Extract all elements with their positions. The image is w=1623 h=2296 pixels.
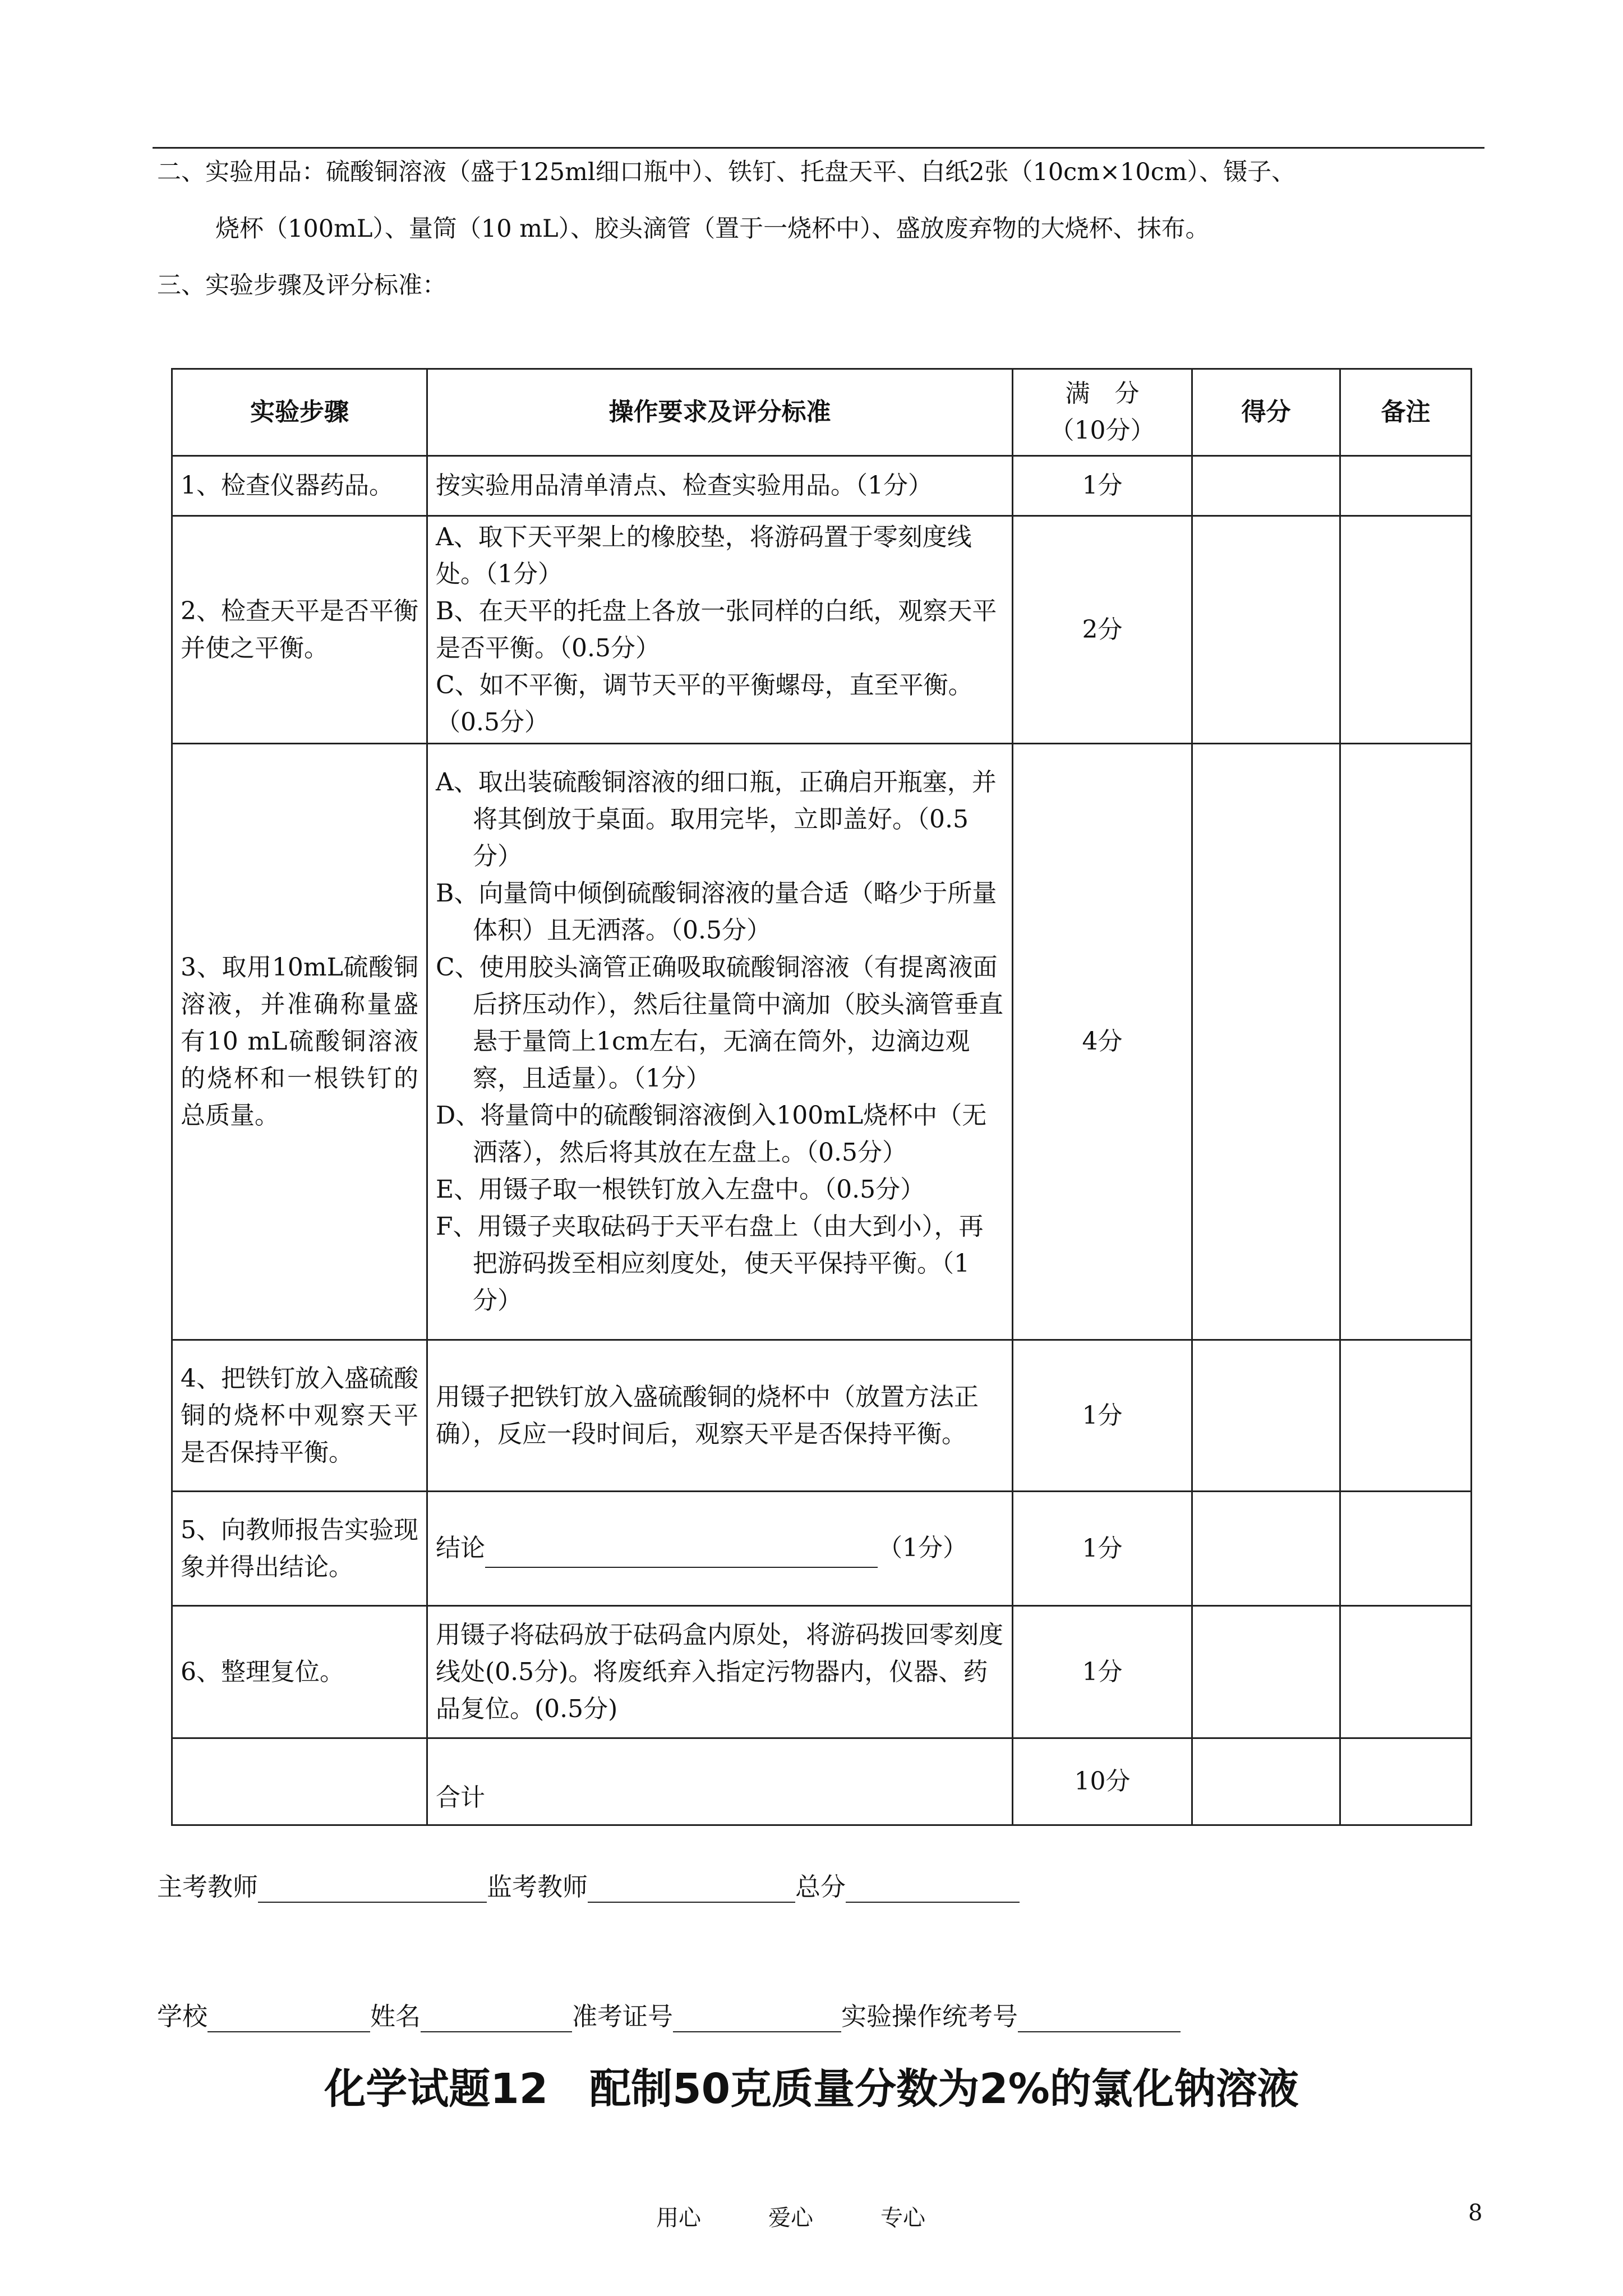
step-cell: 6、整理复位。 [172, 1606, 427, 1738]
materials-line-1: 二、实验用品：硫酸铜溶液（盛于125ml细口瓶中）、铁钉、托盘天平、白纸2张（10cm×10cm）、镊子、 [157, 158, 1296, 186]
step-cell: 2、检查天平是否平衡并使之平衡。 [172, 516, 427, 744]
total-row [172, 1738, 1472, 1825]
note-cell [1340, 744, 1472, 1340]
table-row [172, 1492, 1472, 1606]
conclusion-blank[interactable] [485, 1530, 878, 1568]
header-full-score-line2: （10分） [1049, 416, 1155, 445]
signature-line [157, 1866, 1020, 1903]
step-cell [172, 1738, 427, 1825]
requirement-item: 用镊子把铁钉放入盛硫酸铜的烧杯中（放置方法正确），反应一段时间后，观察天平是否保持平衡。 [436, 1382, 979, 1448]
full-score-cell: 1分 [1013, 1340, 1192, 1492]
steps-heading: 三、实验步骤及评分标准： [157, 272, 446, 300]
note-cell [1340, 1492, 1472, 1606]
note-cell [1340, 516, 1472, 744]
total-label: 合计 [427, 1738, 1013, 1825]
requirement-item: 用镊子将砝码放于砝码盒内原处，将游码拨回零刻度线处(0.5分)。将废纸弃入指定污物器内，仪器、药品复位。(0.5分) [436, 1620, 1003, 1723]
school-label: 学校 [157, 2001, 208, 2031]
table-row [172, 456, 1472, 516]
requirement-cell [427, 1340, 1013, 1492]
step-cell: 3、取用10mL硫酸铜溶液，并准确称量盛有10 mL硫酸铜溶液的烧杯和一根铁钉的总质量。 [172, 744, 427, 1340]
table-row [172, 1606, 1472, 1738]
table-header-row [172, 369, 1472, 456]
header-score: 得分 [1192, 369, 1340, 456]
note-cell [1340, 456, 1472, 516]
requirement-cell [427, 1606, 1013, 1738]
score-cell [1192, 1606, 1340, 1738]
footer-motto-3: 专心 [880, 2205, 925, 2231]
note-cell [1340, 1340, 1472, 1492]
materials-line-2: 烧杯（100mL）、量筒（10 mL）、胶头滴管（置于一烧杯中）、盛放废弃物的大烧杯、抹布。 [215, 215, 1210, 243]
step-cell: 5、向教师报告实验现象并得出结论。 [172, 1492, 427, 1606]
score-cell [1192, 1492, 1340, 1606]
note-cell [1340, 1606, 1472, 1738]
full-score-cell: 1分 [1013, 1606, 1192, 1738]
invigilator-blank[interactable] [588, 1872, 795, 1903]
requirement-item: B、在天平的托盘上各放一张同样的白纸，观察天平是否平衡。（0.5分） [436, 596, 997, 662]
invigilator-label: 监考教师 [487, 1872, 588, 1902]
full-score-cell: 1分 [1013, 1492, 1192, 1606]
total-full-score: 10分 [1013, 1738, 1192, 1825]
next-section-title: 化学试题12 配制50克质量分数为2%的氯化钠溶液 [324, 2065, 1299, 2113]
requirement-item: E、用镊子取一根铁钉放入左盘中。（0.5分） [436, 1175, 925, 1204]
requirement-item: A、取下天平架上的橡胶垫，将游码置于零刻度线处。（1分） [436, 522, 972, 588]
step-cell: 1、检查仪器药品。 [172, 456, 427, 516]
requirement-item: 按实验用品清单清点、检查实验用品。（1分） [436, 471, 933, 500]
school-blank[interactable] [208, 2001, 370, 2032]
full-score-cell: 4分 [1013, 744, 1192, 1340]
full-score-cell: 1分 [1013, 456, 1192, 516]
footer-motto-2: 爱心 [768, 2205, 813, 2231]
name-label: 姓名 [370, 2001, 421, 2031]
chief-examiner-label: 主考教师 [157, 1872, 259, 1902]
requirement-item: A、取出装硫酸铜溶液的细口瓶，正确启开瓶塞，并将其倒放于桌面。取用完毕，立即盖好。（0.5分） [436, 768, 997, 871]
requirement-cell [427, 1492, 1013, 1606]
score-cell [1192, 744, 1340, 1340]
requirement-item: C、如不平衡，调节天平的平衡螺母，直至平衡。（0.5分） [436, 670, 973, 737]
score-cell [1192, 1340, 1340, 1492]
header-full-score [1013, 369, 1192, 456]
requirement-item: D、将量筒中的硫酸铜溶液倒入100mL烧杯中（无洒落），然后将其放在左盘上。（0.5分） [436, 1101, 987, 1167]
header-note: 备注 [1340, 369, 1472, 456]
step-cell: 4、把铁钉放入盛硫酸铜的烧杯中观察天平是否保持平衡。 [172, 1340, 427, 1492]
scoring-table [171, 368, 1472, 1826]
header-full-score-line1: 满 分 [1065, 379, 1140, 408]
requirement-cell [427, 456, 1013, 516]
requirement-item: F、用镊子夹取砝码于天平右盘上（由大到小），再把游码拨至相应刻度处，使天平保持平衡。（1分） [436, 1212, 984, 1315]
table-row [172, 1340, 1472, 1492]
conclusion-score: （1分） [878, 1533, 967, 1562]
student-info-line [157, 1996, 1181, 2032]
header-step: 实验步骤 [172, 369, 427, 456]
header-rule [153, 147, 1484, 149]
conclusion-label: 结论 [436, 1533, 485, 1562]
total-score-blank[interactable] [846, 1872, 1020, 1903]
requirement-cell [427, 744, 1013, 1340]
total-score-label: 总分 [795, 1872, 846, 1902]
requirement-item: B、向量筒中倾倒硫酸铜溶液的量合适（略少于所量体积）且无洒落。（0.5分） [436, 879, 997, 945]
score-cell [1192, 516, 1340, 744]
note-cell [1340, 1738, 1472, 1825]
exam-id-label: 准考证号 [572, 2001, 674, 2031]
page-number: 8 [1468, 2200, 1483, 2226]
table-row [172, 516, 1472, 744]
score-cell [1192, 1738, 1340, 1825]
name-blank[interactable] [421, 2001, 572, 2032]
operation-id-label: 实验操作统考号 [841, 2001, 1018, 2031]
score-cell [1192, 456, 1340, 516]
requirement-item: C、使用胶头滴管正确吸取硫酸铜溶液（有提离液面后挤压动作），然后往量筒中滴加（胶头滴管垂直悬于量筒上1cm左右，无滴在筒外，边滴边观察，且适量）。（1分） [436, 953, 1003, 1093]
table-row [172, 744, 1472, 1340]
requirement-cell [427, 516, 1013, 744]
footer-motto-1: 用心 [656, 2205, 701, 2231]
full-score-cell: 2分 [1013, 516, 1192, 744]
chief-examiner-blank[interactable] [258, 1872, 487, 1903]
exam-id-blank[interactable] [673, 2001, 841, 2032]
operation-id-blank[interactable] [1018, 2001, 1181, 2032]
header-requirement: 操作要求及评分标准 [427, 369, 1013, 456]
